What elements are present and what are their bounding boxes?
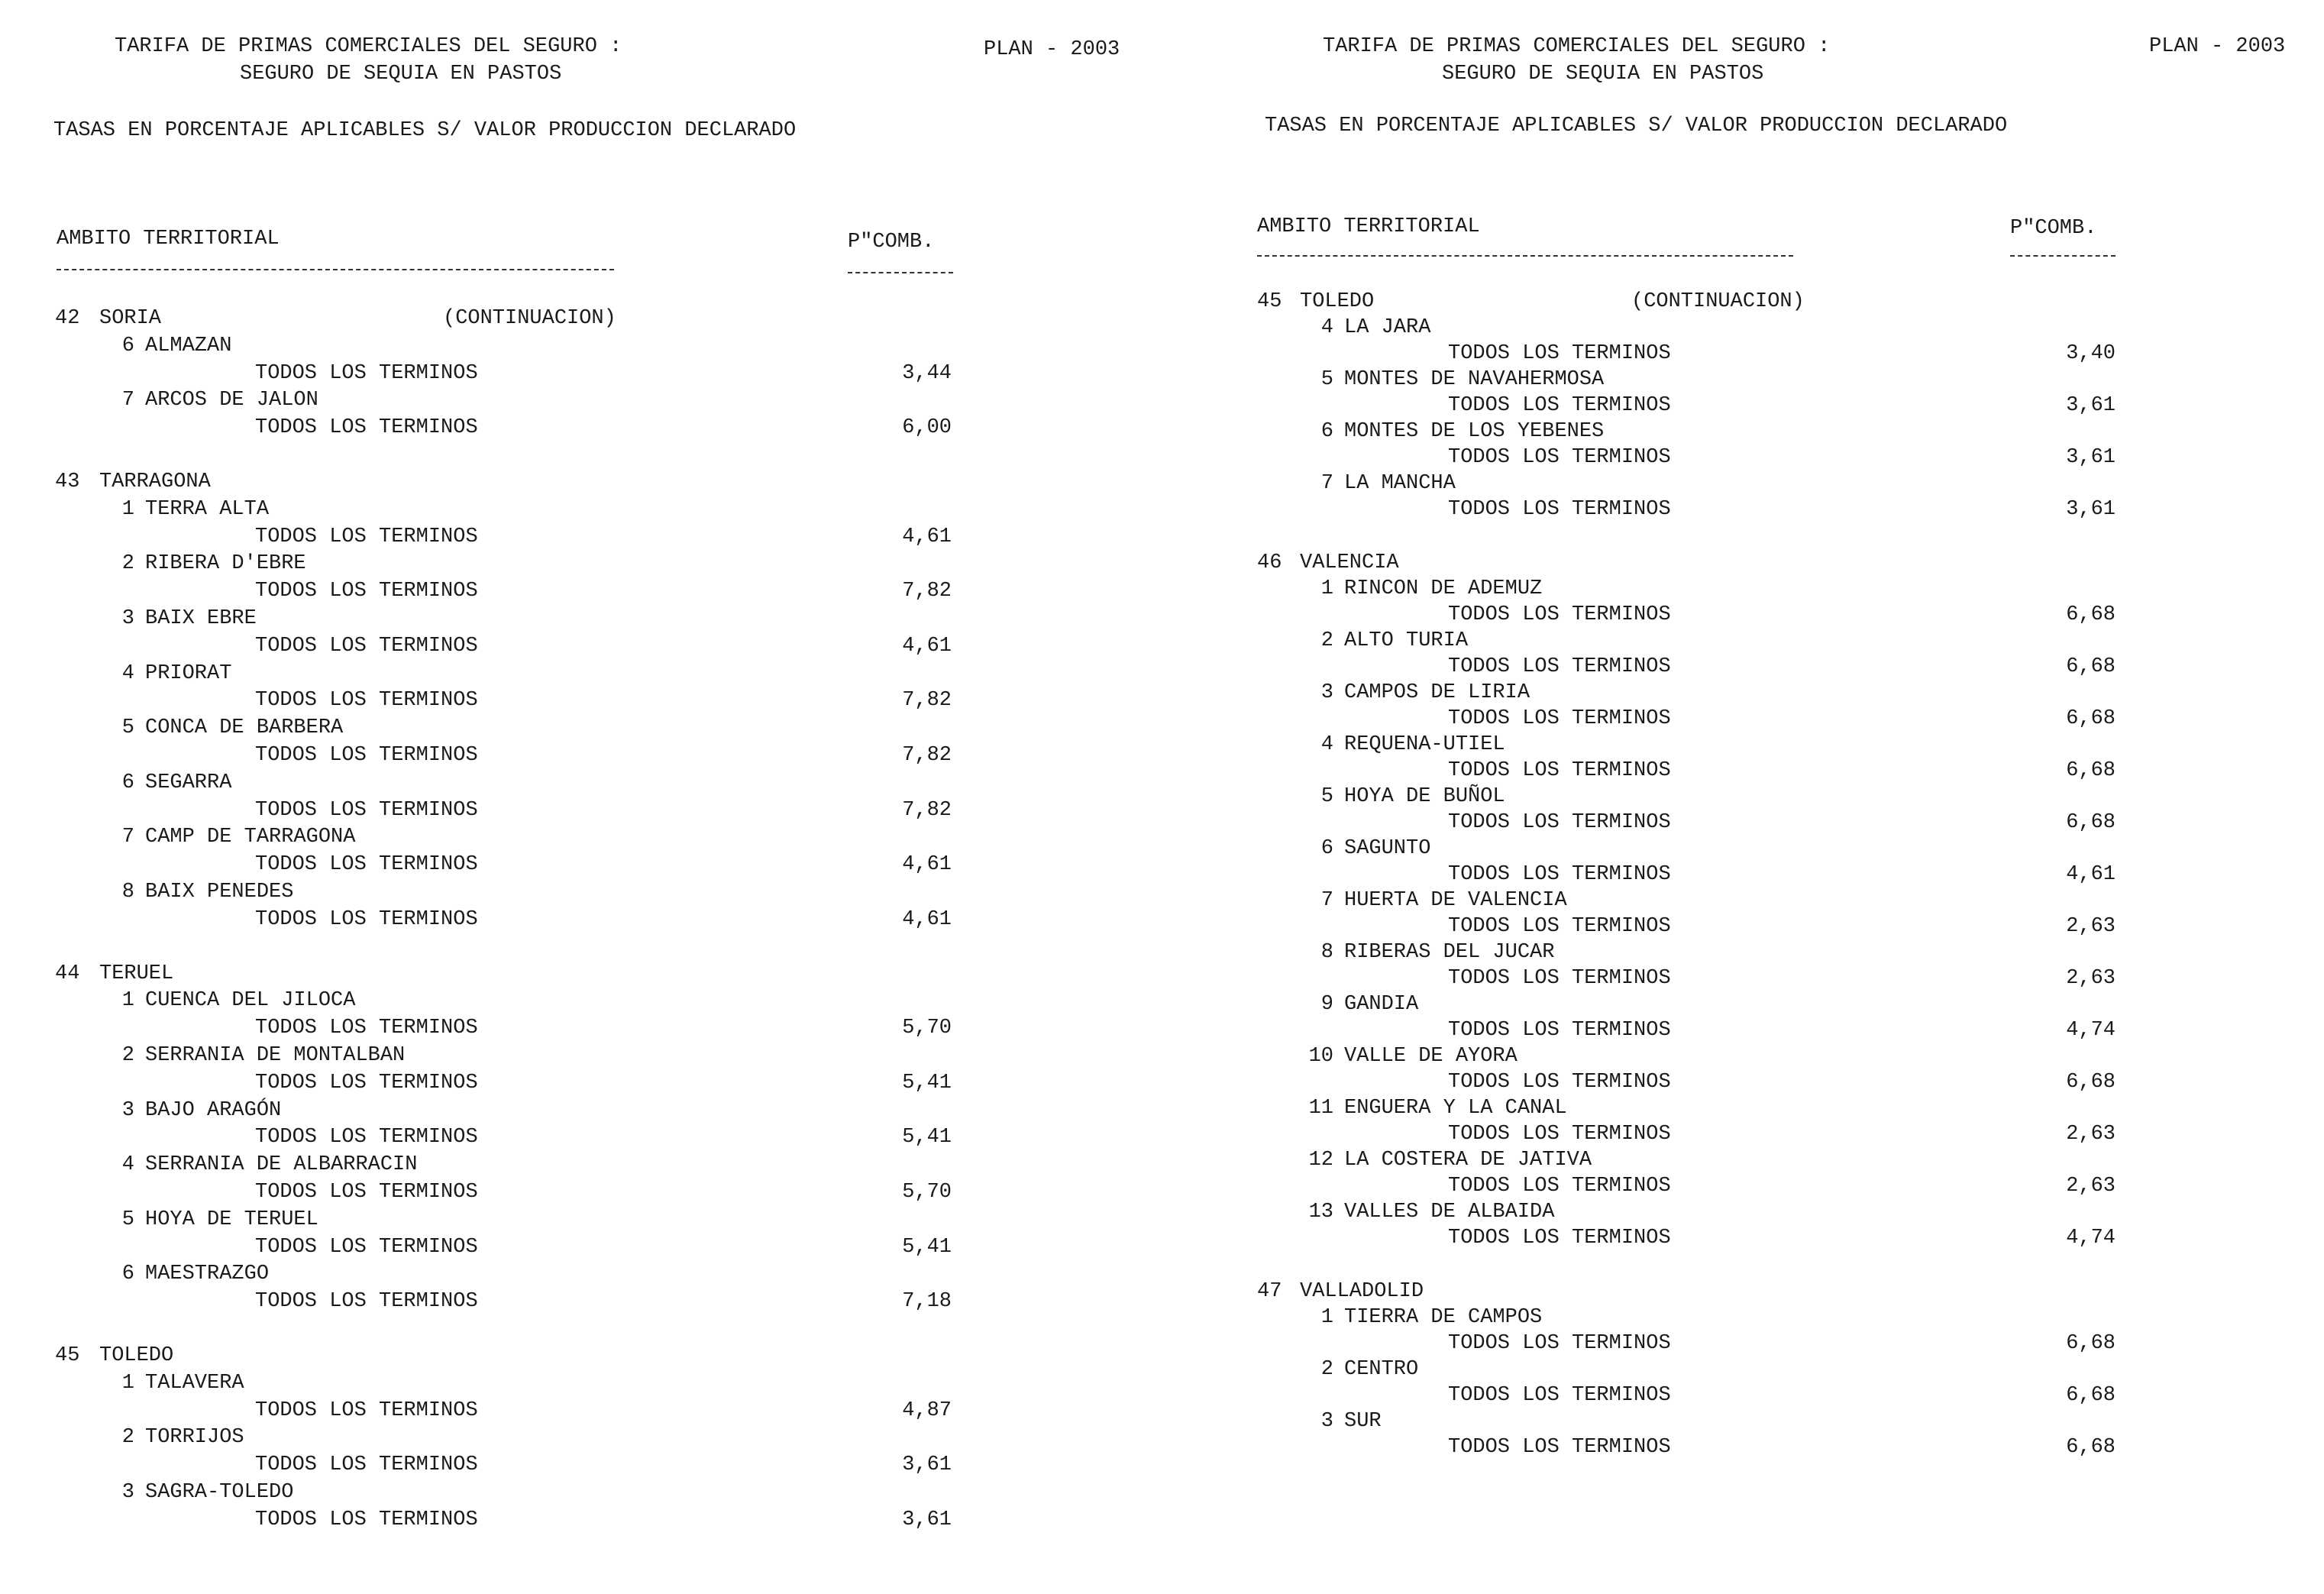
comarca-name: LA COSTERA DE JATIVA bbox=[1344, 1149, 1592, 1172]
comarca-code: 11 bbox=[1308, 1097, 1333, 1120]
term-label: TODOS LOS TERMINOS bbox=[1448, 1384, 1671, 1407]
comarca-code: 3 bbox=[1320, 1410, 1333, 1433]
term-label: TODOS LOS TERMINOS bbox=[1448, 1123, 1671, 1146]
comarca-name: LA MANCHA bbox=[1344, 472, 1456, 495]
province-name: TOLEDO bbox=[1300, 290, 1375, 313]
term-label: TODOS LOS TERMINOS bbox=[255, 525, 478, 548]
comarca-name: HUERTA DE VALENCIA bbox=[1344, 889, 1567, 912]
term-label: TODOS LOS TERMINOS bbox=[255, 744, 478, 767]
column-header-ambito: AMBITO TERRITORIAL bbox=[1257, 215, 1480, 238]
comarca-name: SAGUNTO bbox=[1344, 837, 1431, 860]
comarca-name: CAMPOS DE LIRIA bbox=[1344, 681, 1530, 704]
divider-ambito bbox=[57, 269, 614, 270]
comarca-name: MONTES DE NAVAHERMOSA bbox=[1344, 368, 1605, 391]
term-label: TODOS LOS TERMINOS bbox=[255, 1290, 478, 1314]
rate-value: 6,68 bbox=[2066, 1332, 2116, 1355]
term-label: TODOS LOS TERMINOS bbox=[255, 1181, 478, 1204]
comarca-name: BAIX PENEDES bbox=[145, 881, 294, 904]
term-label: TODOS LOS TERMINOS bbox=[1448, 394, 1671, 417]
comarca-code: 8 bbox=[121, 881, 134, 904]
comarca-code: 5 bbox=[121, 716, 134, 740]
rate-value: 6,68 bbox=[2066, 603, 2116, 626]
rate-value: 3,61 bbox=[2066, 394, 2116, 417]
term-label: TODOS LOS TERMINOS bbox=[1448, 707, 1671, 730]
province-code: 44 bbox=[55, 962, 80, 985]
rate-value: 3,61 bbox=[902, 1508, 952, 1531]
comarca-code: 9 bbox=[1320, 993, 1333, 1016]
term-label: TODOS LOS TERMINOS bbox=[1448, 915, 1671, 938]
comarca-code: 1 bbox=[121, 1371, 134, 1395]
rate-value: 2,63 bbox=[2066, 1175, 2116, 1198]
column-header-ambito: AMBITO TERRITORIAL bbox=[57, 228, 280, 251]
title-line-1: TARIFA DE PRIMAS COMERCIALES DEL SEGURO : bbox=[1323, 35, 1831, 58]
comarca-name: HOYA DE BUÑOL bbox=[1344, 785, 1505, 808]
comarca-name: RINCON DE ADEMUZ bbox=[1344, 577, 1543, 600]
term-label: TODOS LOS TERMINOS bbox=[1448, 1175, 1671, 1198]
term-label: TODOS LOS TERMINOS bbox=[255, 1126, 478, 1149]
term-label: TODOS LOS TERMINOS bbox=[1448, 1227, 1671, 1250]
term-label: TODOS LOS TERMINOS bbox=[255, 361, 478, 385]
province-code: 43 bbox=[55, 470, 80, 493]
term-label: TODOS LOS TERMINOS bbox=[255, 1235, 478, 1259]
term-label: TODOS LOS TERMINOS bbox=[255, 1398, 478, 1422]
rate-value: 2,63 bbox=[2066, 1123, 2116, 1146]
rate-value: 7,82 bbox=[902, 744, 952, 767]
comarca-code: 3 bbox=[121, 607, 134, 630]
province-name: TERUEL bbox=[99, 962, 174, 985]
province-name: TOLEDO bbox=[99, 1344, 174, 1367]
comarca-name: CONCA DE BARBERA bbox=[145, 716, 344, 740]
comarca-name: SUR bbox=[1344, 1410, 1382, 1433]
comarca-name: PRIORAT bbox=[145, 661, 232, 685]
term-label: TODOS LOS TERMINOS bbox=[1448, 498, 1671, 521]
rate-value: 5,41 bbox=[902, 1071, 952, 1094]
subtitle: TASAS EN PORCENTAJE APLICABLES S/ VALOR PRODUCCION DECLARADO bbox=[1265, 115, 2008, 137]
comarca-name: CAMP DE TARRAGONA bbox=[145, 826, 356, 849]
comarca-code: 6 bbox=[121, 771, 134, 794]
rate-value: 6,68 bbox=[2066, 1384, 2116, 1407]
comarca-name: REQUENA-UTIEL bbox=[1344, 733, 1505, 756]
rate-value: 3,44 bbox=[902, 361, 952, 385]
comarca-name: ALMAZAN bbox=[145, 334, 232, 357]
rate-value: 3,61 bbox=[902, 1453, 952, 1477]
divider-comb bbox=[2010, 255, 2116, 257]
comarca-code: 4 bbox=[121, 661, 134, 685]
comarca-name: VALLE DE AYORA bbox=[1344, 1045, 1518, 1068]
term-label: TODOS LOS TERMINOS bbox=[255, 416, 478, 440]
rate-value: 4,74 bbox=[2066, 1019, 2116, 1042]
term-label: TODOS LOS TERMINOS bbox=[1448, 811, 1671, 834]
title-line-2: SEGURO DE SEQUIA EN PASTOS bbox=[1442, 63, 1764, 86]
comarca-code: 5 bbox=[1320, 368, 1333, 391]
province-code: 47 bbox=[1257, 1280, 1282, 1303]
divider-comb bbox=[848, 272, 953, 273]
rate-value: 6,68 bbox=[2066, 759, 2116, 782]
rate-value: 6,68 bbox=[2066, 811, 2116, 834]
rate-value: 7,18 bbox=[902, 1290, 952, 1314]
comarca-code: 7 bbox=[1320, 472, 1333, 495]
comarca-code: 6 bbox=[121, 334, 134, 357]
plan-label: PLAN - 2003 bbox=[2149, 35, 2286, 58]
comarca-code: 1 bbox=[121, 497, 134, 521]
comarca-name: BAJO ARAGÓN bbox=[145, 1098, 282, 1122]
comarca-name: TIERRA DE CAMPOS bbox=[1344, 1306, 1543, 1329]
comarca-name: MONTES DE LOS YEBENES bbox=[1344, 420, 1605, 443]
divider-ambito bbox=[1257, 255, 1793, 257]
rate-value: 4,61 bbox=[902, 907, 952, 931]
rate-value: 3,61 bbox=[2066, 446, 2116, 469]
comarca-code: 13 bbox=[1308, 1201, 1333, 1224]
comarca-code: 12 bbox=[1308, 1149, 1333, 1172]
rate-value: 4,61 bbox=[2066, 863, 2116, 886]
term-label: TODOS LOS TERMINOS bbox=[255, 1071, 478, 1094]
subtitle: TASAS EN PORCENTAJE APLICABLES S/ VALOR PRODUCCION DECLARADO bbox=[53, 119, 797, 142]
comarca-name: RIBERAS DEL JUCAR bbox=[1344, 941, 1555, 964]
rate-value: 3,40 bbox=[2066, 342, 2116, 365]
rate-value: 7,82 bbox=[902, 689, 952, 713]
comarca-code: 5 bbox=[121, 1208, 134, 1231]
comarca-code: 7 bbox=[1320, 889, 1333, 912]
comarca-code: 3 bbox=[121, 1098, 134, 1122]
comarca-name: GANDIA bbox=[1344, 993, 1419, 1016]
comarca-code: 2 bbox=[1320, 629, 1333, 652]
comarca-code: 1 bbox=[1320, 577, 1333, 600]
rate-value: 5,41 bbox=[902, 1235, 952, 1259]
comarca-code: 6 bbox=[1320, 837, 1333, 860]
term-label: TODOS LOS TERMINOS bbox=[1448, 1019, 1671, 1042]
rate-value: 4,61 bbox=[902, 525, 952, 548]
term-label: TODOS LOS TERMINOS bbox=[255, 1453, 478, 1477]
term-label: TODOS LOS TERMINOS bbox=[1448, 1071, 1671, 1094]
comarca-code: 10 bbox=[1308, 1045, 1333, 1068]
comarca-code: 2 bbox=[1320, 1358, 1333, 1381]
term-label: TODOS LOS TERMINOS bbox=[1448, 603, 1671, 626]
comarca-name: LA JARA bbox=[1344, 316, 1431, 339]
comarca-name: SEGARRA bbox=[145, 771, 232, 794]
plan-label: PLAN - 2003 bbox=[984, 38, 1120, 61]
province-code: 46 bbox=[1257, 551, 1282, 574]
comarca-name: SERRANIA DE ALBARRACIN bbox=[145, 1153, 418, 1177]
term-label: TODOS LOS TERMINOS bbox=[255, 853, 478, 877]
province-code: 42 bbox=[55, 307, 80, 330]
title-line-2: SEGURO DE SEQUIA EN PASTOS bbox=[240, 63, 562, 86]
column-header-comb: P"COMB. bbox=[2010, 217, 2097, 240]
comarca-code: 1 bbox=[1320, 1306, 1333, 1329]
comarca-code: 2 bbox=[121, 1426, 134, 1450]
term-label: TODOS LOS TERMINOS bbox=[1448, 1332, 1671, 1355]
term-label: TODOS LOS TERMINOS bbox=[255, 689, 478, 713]
comarca-name: CENTRO bbox=[1344, 1358, 1419, 1381]
term-label: TODOS LOS TERMINOS bbox=[1448, 655, 1671, 678]
province-name: VALENCIA bbox=[1300, 551, 1399, 574]
rate-value: 5,41 bbox=[902, 1126, 952, 1149]
rate-value: 6,68 bbox=[2066, 1436, 2116, 1459]
term-label: TODOS LOS TERMINOS bbox=[255, 1017, 478, 1040]
comarca-name: VALLES DE ALBAIDA bbox=[1344, 1201, 1555, 1224]
term-label: TODOS LOS TERMINOS bbox=[255, 580, 478, 603]
province-code: 45 bbox=[55, 1344, 80, 1367]
comarca-name: ARCOS DE JALON bbox=[145, 389, 318, 412]
rate-value: 6,68 bbox=[2066, 1071, 2116, 1094]
rate-value: 6,68 bbox=[2066, 707, 2116, 730]
rate-value: 7,82 bbox=[902, 580, 952, 603]
comarca-code: 2 bbox=[121, 552, 134, 576]
comarca-name: ALTO TURIA bbox=[1344, 629, 1469, 652]
province-name: SORIA bbox=[99, 307, 162, 330]
title-line-1: TARIFA DE PRIMAS COMERCIALES DEL SEGURO : bbox=[115, 35, 622, 58]
column-header-comb: P"COMB. bbox=[848, 231, 935, 254]
comarca-name: TERRA ALTA bbox=[145, 497, 270, 521]
comarca-code: 6 bbox=[1320, 420, 1333, 443]
term-label: TODOS LOS TERMINOS bbox=[255, 634, 478, 658]
term-label: TODOS LOS TERMINOS bbox=[255, 907, 478, 931]
province-name: TARRAGONA bbox=[99, 470, 211, 493]
term-label: TODOS LOS TERMINOS bbox=[255, 1508, 478, 1531]
comarca-name: TORRIJOS bbox=[145, 1426, 244, 1450]
comarca-name: SERRANIA DE MONTALBAN bbox=[145, 1044, 406, 1067]
comarca-name: TALAVERA bbox=[145, 1371, 244, 1395]
term-label: TODOS LOS TERMINOS bbox=[1448, 863, 1671, 886]
comarca-code: 3 bbox=[121, 1481, 134, 1504]
rate-value: 4,61 bbox=[902, 853, 952, 877]
rate-value: 7,82 bbox=[902, 798, 952, 822]
comarca-code: 7 bbox=[121, 389, 134, 412]
comarca-code: 3 bbox=[1320, 681, 1333, 704]
rate-value: 2,63 bbox=[2066, 967, 2116, 990]
comarca-code: 7 bbox=[121, 826, 134, 849]
rate-value: 4,87 bbox=[902, 1398, 952, 1422]
term-label: TODOS LOS TERMINOS bbox=[1448, 759, 1671, 782]
rate-value: 6,00 bbox=[902, 416, 952, 440]
comarca-code: 4 bbox=[1320, 316, 1333, 339]
comarca-code: 4 bbox=[121, 1153, 134, 1177]
comarca-name: CUENCA DEL JILOCA bbox=[145, 989, 356, 1013]
page-left bbox=[0, 0, 1161, 1594]
comarca-code: 2 bbox=[121, 1044, 134, 1067]
continuation-note: (CONTINUACION) bbox=[443, 307, 616, 330]
term-label: TODOS LOS TERMINOS bbox=[1448, 342, 1671, 365]
comarca-code: 6 bbox=[121, 1263, 134, 1286]
term-label: TODOS LOS TERMINOS bbox=[1448, 967, 1671, 990]
comarca-name: SAGRA-TOLEDO bbox=[145, 1481, 294, 1504]
rate-value: 6,68 bbox=[2066, 655, 2116, 678]
term-label: TODOS LOS TERMINOS bbox=[255, 798, 478, 822]
rate-value: 4,74 bbox=[2066, 1227, 2116, 1250]
rate-value: 2,63 bbox=[2066, 915, 2116, 938]
comarca-code: 1 bbox=[121, 989, 134, 1013]
comarca-code: 5 bbox=[1320, 785, 1333, 808]
page-right bbox=[1191, 0, 2324, 1594]
term-label: TODOS LOS TERMINOS bbox=[1448, 446, 1671, 469]
comarca-name: BAIX EBRE bbox=[145, 607, 257, 630]
comarca-code: 4 bbox=[1320, 733, 1333, 756]
comarca-name: ENGUERA Y LA CANAL bbox=[1344, 1097, 1567, 1120]
rate-value: 5,70 bbox=[902, 1017, 952, 1040]
continuation-note: (CONTINUACION) bbox=[1631, 290, 1805, 313]
rate-value: 3,61 bbox=[2066, 498, 2116, 521]
rate-value: 5,70 bbox=[902, 1181, 952, 1204]
comarca-name: HOYA DE TERUEL bbox=[145, 1208, 318, 1231]
province-name: VALLADOLID bbox=[1300, 1280, 1424, 1303]
rate-value: 4,61 bbox=[902, 634, 952, 658]
comarca-code: 8 bbox=[1320, 941, 1333, 964]
term-label: TODOS LOS TERMINOS bbox=[1448, 1436, 1671, 1459]
comarca-name: MAESTRAZGO bbox=[145, 1263, 270, 1286]
comarca-name: RIBERA D'EBRE bbox=[145, 552, 306, 576]
province-code: 45 bbox=[1257, 290, 1282, 313]
